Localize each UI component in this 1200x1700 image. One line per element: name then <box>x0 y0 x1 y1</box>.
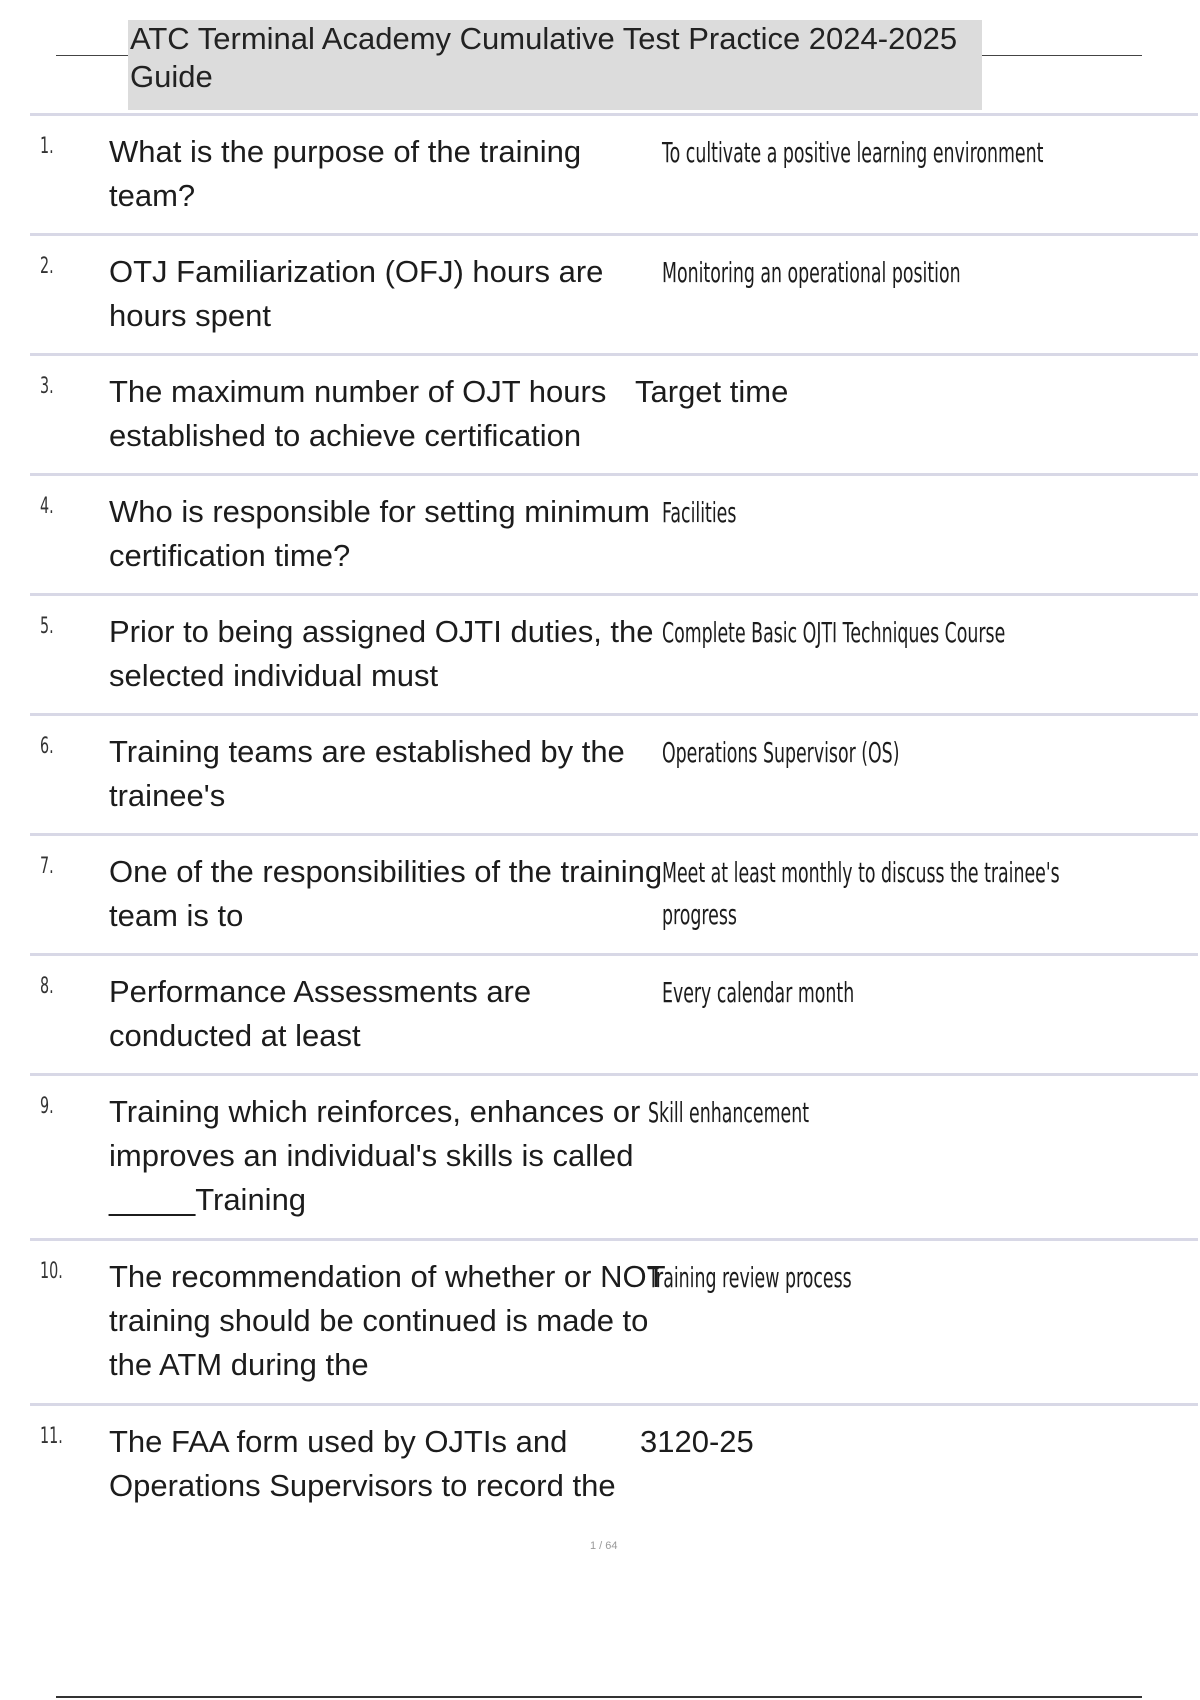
answer-text: Complete Basic OJTI Techniques Course <box>662 616 1006 649</box>
answer-text: Training review process <box>648 1261 852 1294</box>
question-text: The maximum number of OJT hours established to achieve certification <box>109 374 607 453</box>
list-item <box>30 713 1198 833</box>
question-text: One of the responsibilities of the training team is to <box>109 854 663 933</box>
document-title: ATC Terminal Academy Cumulative Test Practice 2024-2025 Guide <box>128 20 982 110</box>
item-number: 2. <box>40 254 54 279</box>
answer-text: Monitoring an operational position <box>662 256 961 289</box>
list-item <box>30 113 1198 233</box>
item-number: 11. <box>40 1424 63 1449</box>
question-text: Training which reinforces, enhances or improves an individual's skills is called _____Training <box>109 1094 641 1217</box>
list-item <box>30 1073 1198 1238</box>
item-number: 7. <box>40 854 54 879</box>
header-rule-right <box>982 55 1142 56</box>
answer-text: Meet at least monthly to discuss the trainee's progress <box>662 856 1060 931</box>
list-item <box>30 593 1198 713</box>
answer-text: Skill enhancement <box>648 1096 810 1129</box>
list-item <box>30 953 1198 1073</box>
answer-text: Every calendar month <box>662 976 855 1009</box>
question-text: What is the purpose of the training team? <box>109 134 582 213</box>
list-item <box>30 833 1198 953</box>
page-indicator: 1 / 64 <box>590 1540 618 1552</box>
question-text: Who is responsible for setting minimum certification time? <box>109 494 650 573</box>
list-item <box>30 1403 1198 1523</box>
item-number: 5. <box>40 614 54 639</box>
list-item <box>30 233 1198 353</box>
item-number: 10. <box>40 1259 63 1284</box>
list-item <box>30 353 1198 473</box>
item-number: 9. <box>40 1094 54 1119</box>
question-text: Prior to being assigned OJTI duties, the selected individual must <box>109 614 654 693</box>
question-text: Performance Assessments are conducted at least <box>109 974 532 1053</box>
question-text: Training teams are established by the trainee's <box>109 734 625 813</box>
answer-text: Operations Supervisor (OS) <box>662 736 900 769</box>
answer-text: 3120-25 <box>640 1424 754 1459</box>
item-number: 6. <box>40 734 54 759</box>
item-number: 3. <box>40 374 54 399</box>
question-text: The recommendation of whether or NOT training should be continued is made to the ATM during the <box>109 1259 665 1382</box>
footer-rule <box>56 1696 1142 1698</box>
item-number: 1. <box>40 134 54 159</box>
answer-text: To cultivate a positive learning environment <box>662 136 1044 169</box>
answer-text: Target time <box>635 374 789 409</box>
answer-text: Facilities <box>662 496 737 529</box>
question-text: OTJ Familiarization (OFJ) hours are hours spent <box>109 254 604 333</box>
item-number: 8. <box>40 974 54 999</box>
header-rule-left <box>56 55 128 56</box>
list-item <box>30 473 1198 593</box>
list-item <box>30 1238 1198 1403</box>
question-text: The FAA form used by OJTIs and Operations Supervisors to record the <box>109 1424 616 1503</box>
item-number: 4. <box>40 494 54 519</box>
